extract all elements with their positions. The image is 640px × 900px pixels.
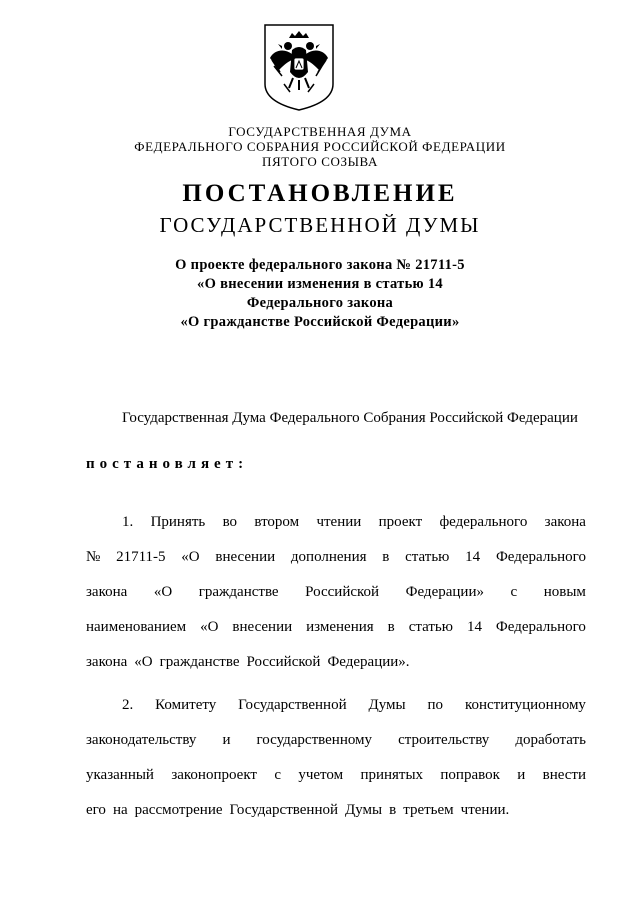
word: проект <box>378 514 423 530</box>
word: 14 <box>465 549 481 565</box>
word: «О <box>181 549 200 565</box>
word: новым <box>543 584 586 600</box>
word: Федерального <box>495 549 586 565</box>
word: с <box>274 767 281 783</box>
word: Принять <box>150 514 206 530</box>
word: Российской <box>305 584 380 600</box>
word: Российской <box>246 654 321 670</box>
word: в <box>387 619 395 635</box>
word: Федерации». <box>327 654 410 670</box>
word: Федерации» <box>405 584 484 600</box>
word: Думы <box>345 802 383 818</box>
paragraph-line <box>122 697 586 714</box>
word: во <box>222 514 238 530</box>
word: наименованием <box>86 619 187 635</box>
subject-line-3: Федерального закона <box>246 295 394 311</box>
paragraph-line <box>86 619 586 636</box>
word: 21711-5 <box>116 549 166 565</box>
word: его <box>86 802 106 818</box>
word: и <box>517 767 526 783</box>
word: внесении <box>215 549 276 565</box>
word: закона <box>86 654 128 670</box>
resolves-word: постановляет: <box>86 456 249 472</box>
word: «О <box>153 584 173 600</box>
word: в <box>382 549 390 565</box>
word: гражданстве <box>198 584 279 600</box>
word: внесении <box>232 619 293 635</box>
word: внести <box>542 767 586 783</box>
word: по <box>427 697 444 713</box>
org-line-3: ПЯТОГО СОЗЫВА <box>262 154 378 169</box>
preamble: Государственная Дума Федерального Собрания Российской Федерации <box>122 410 578 426</box>
paragraph-line <box>122 514 586 531</box>
word: принятых <box>360 767 424 783</box>
word: Думы <box>368 697 406 713</box>
word: с <box>510 584 518 600</box>
paragraph-line <box>86 654 586 671</box>
paragraph-line <box>86 584 586 601</box>
word: изменения <box>306 619 374 635</box>
word: чтении. <box>460 802 510 818</box>
document-issuer: ГОСУДАРСТВЕННОЙ ДУМЫ <box>159 213 481 237</box>
paragraph-line <box>86 802 586 819</box>
word: в <box>389 802 397 818</box>
word: № <box>86 549 101 565</box>
organization-header <box>0 124 640 169</box>
subject-line-4: «О гражданстве Российской Федерации» <box>180 314 460 330</box>
word: конституционному <box>464 697 586 713</box>
word: законопроект <box>171 767 257 783</box>
word: законодательству <box>86 732 197 748</box>
word: указанный <box>86 767 154 783</box>
word: Государственной <box>229 802 338 818</box>
word: 14 <box>466 619 482 635</box>
word: третьем <box>403 802 454 818</box>
word: учетом <box>298 767 344 783</box>
word: государственному <box>256 732 373 748</box>
word: 1. <box>122 514 134 530</box>
word: Государственной <box>238 697 347 713</box>
subject-line-2: «О внесении изменения в статью 14 <box>197 276 443 292</box>
word: поправок <box>440 767 500 783</box>
word: дополнения <box>290 549 367 565</box>
russian-coat-of-arms-icon <box>262 22 336 112</box>
word: втором <box>254 514 300 530</box>
word: закона <box>86 584 128 600</box>
word: и <box>222 732 231 748</box>
word: доработать <box>515 732 586 748</box>
word: федерального <box>439 514 528 530</box>
word: чтении <box>316 514 362 530</box>
paragraph-line <box>86 732 586 749</box>
word: Комитету <box>155 697 217 713</box>
word: «О <box>134 654 153 670</box>
word: «О <box>200 619 219 635</box>
word: строительству <box>398 732 490 748</box>
word: закона <box>544 514 586 530</box>
word: 2. <box>122 697 134 713</box>
org-line-1: ГОСУДАРСТВЕННАЯ ДУМА <box>228 124 412 139</box>
word: гражданстве <box>159 654 240 670</box>
word: статью <box>405 549 450 565</box>
word: рассмотрение <box>134 802 223 818</box>
paragraph-line <box>86 767 586 784</box>
word: на <box>112 802 128 818</box>
word: Федерального <box>495 619 586 635</box>
word: статью <box>408 619 453 635</box>
document-type-title: ПОСТАНОВЛЕНИЕ <box>182 180 458 207</box>
document-subject <box>0 256 640 332</box>
subject-line-1: О проекте федерального закона № 21711-5 <box>175 257 465 273</box>
paragraph-line <box>86 549 586 566</box>
org-line-2: ФЕДЕРАЛЬНОГО СОБРАНИЯ РОССИЙСКОЙ ФЕДЕРАЦИИ <box>134 139 506 154</box>
